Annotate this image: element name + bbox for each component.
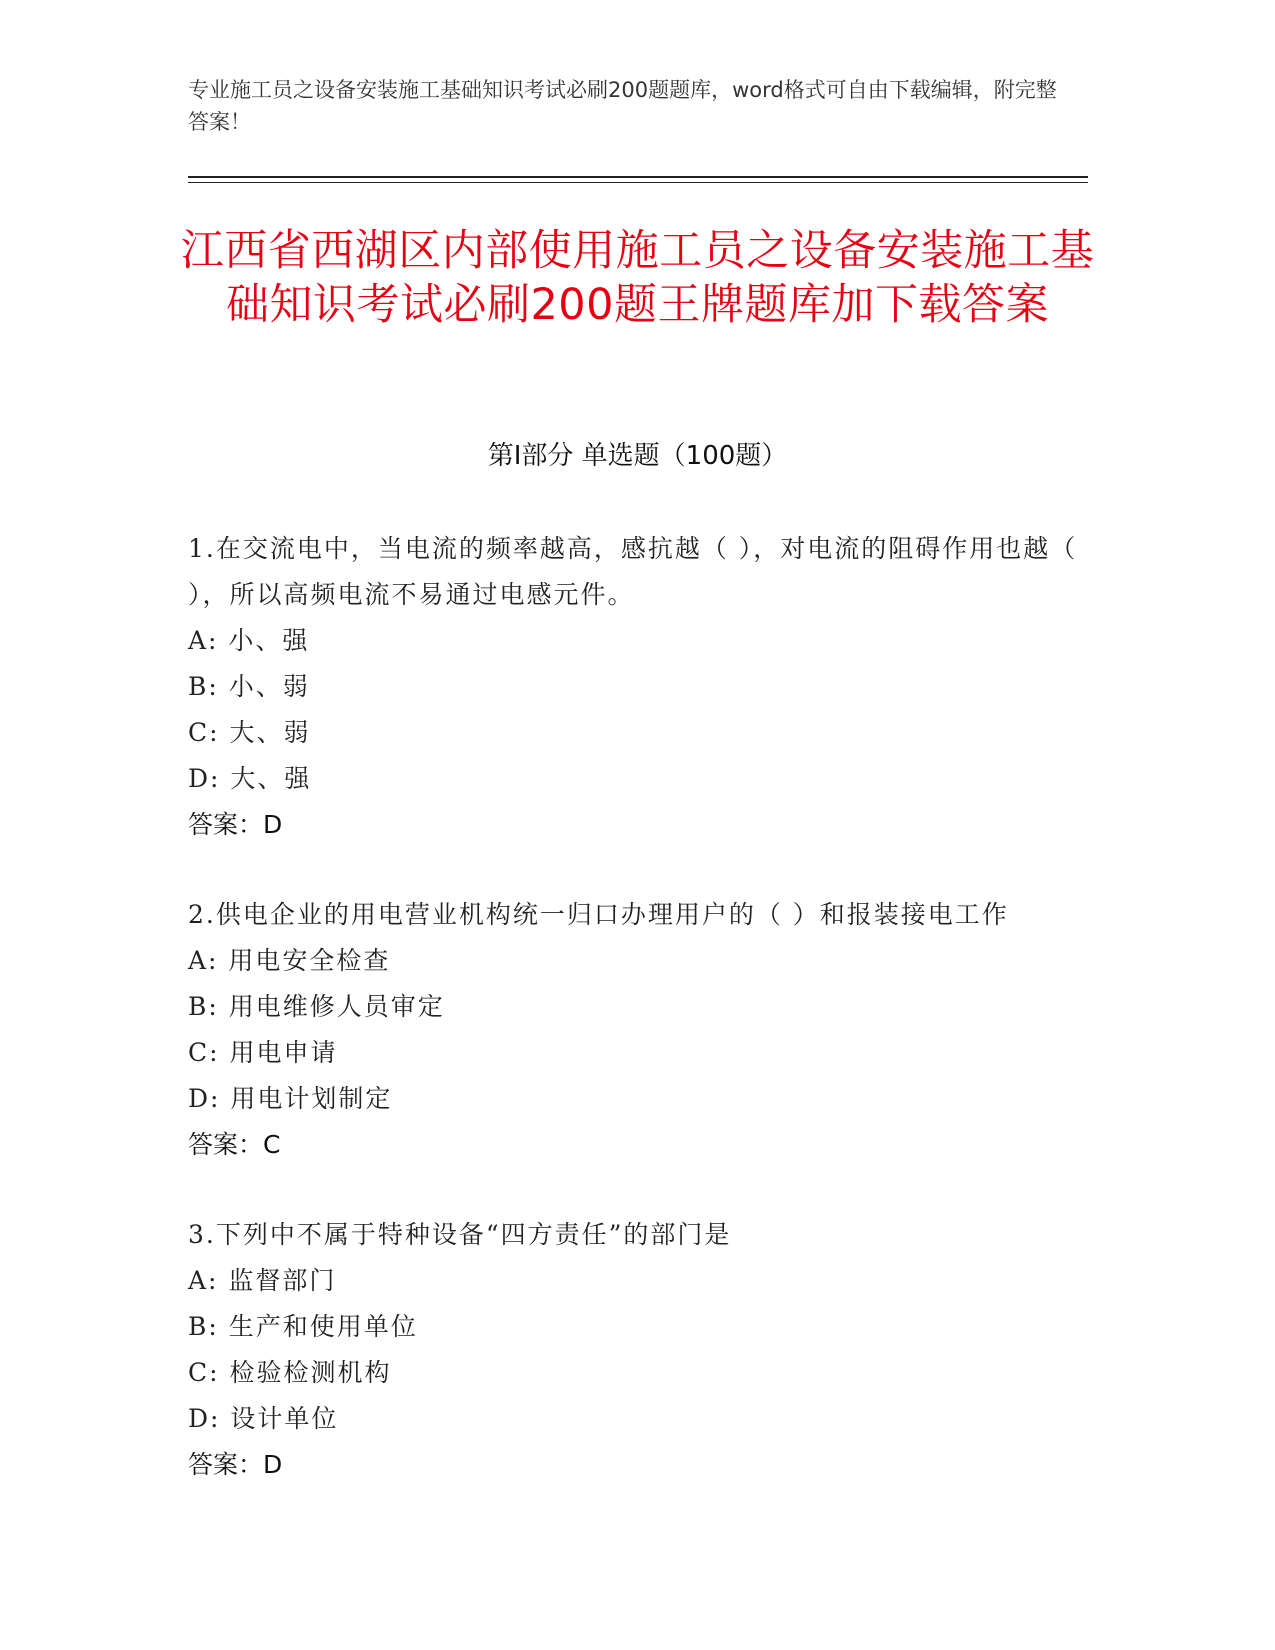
option-c: C: 检验检测机构: [188, 1358, 392, 1387]
option-b: B: 生产和使用单位: [188, 1312, 418, 1341]
option-a: A: 监督部门: [188, 1266, 337, 1295]
option-c: C: 用电申请: [188, 1038, 338, 1067]
header-note: 专业施工员之设备安装施工基础知识考试必刷200题题库，word格式可自由下载编辑，附完整答案！: [188, 78, 1057, 134]
option-c: C: 大、弱: [188, 718, 311, 747]
question-1: [188, 526, 1088, 848]
section-title: 第I部分 单选题（100题）: [487, 441, 788, 471]
option-b: B: 小、弱: [188, 672, 310, 701]
option-a: A: 小、强: [188, 626, 310, 655]
question-3: [188, 1212, 1088, 1488]
option-d: D: 大、强: [188, 764, 312, 793]
option-d: D: 设计单位: [188, 1404, 339, 1433]
question-text: 2.供电企业的用电营业机构统一归口办理用户的（ ）和报装接电工作: [188, 900, 1009, 929]
answer: 答案：C: [188, 1130, 281, 1159]
document-title: 江西省西湖区内部使用施工员之设备安装施工基础知识考试必刷200题王牌题库加下载答案: [180, 226, 1095, 330]
answer: 答案：D: [188, 810, 283, 839]
header-rule-thick: [188, 176, 1088, 178]
option-a: A: 用电安全检查: [188, 946, 391, 975]
option-d: D: 用电计划制定: [188, 1084, 393, 1113]
question-2: [188, 892, 1088, 1168]
question-text: 1.在交流电中，当电流的频率越高，感抗越（ ），对电流的阻碍作用也越（ ），所以高频电流不易通过电感元件。: [188, 534, 1078, 609]
question-text: 3.下列中不属于特种设备“四方责任”的部门是: [188, 1220, 732, 1249]
option-b: B: 用电维修人员审定: [188, 992, 445, 1021]
answer: 答案：D: [188, 1450, 283, 1479]
header-rule-thin: [188, 182, 1088, 183]
